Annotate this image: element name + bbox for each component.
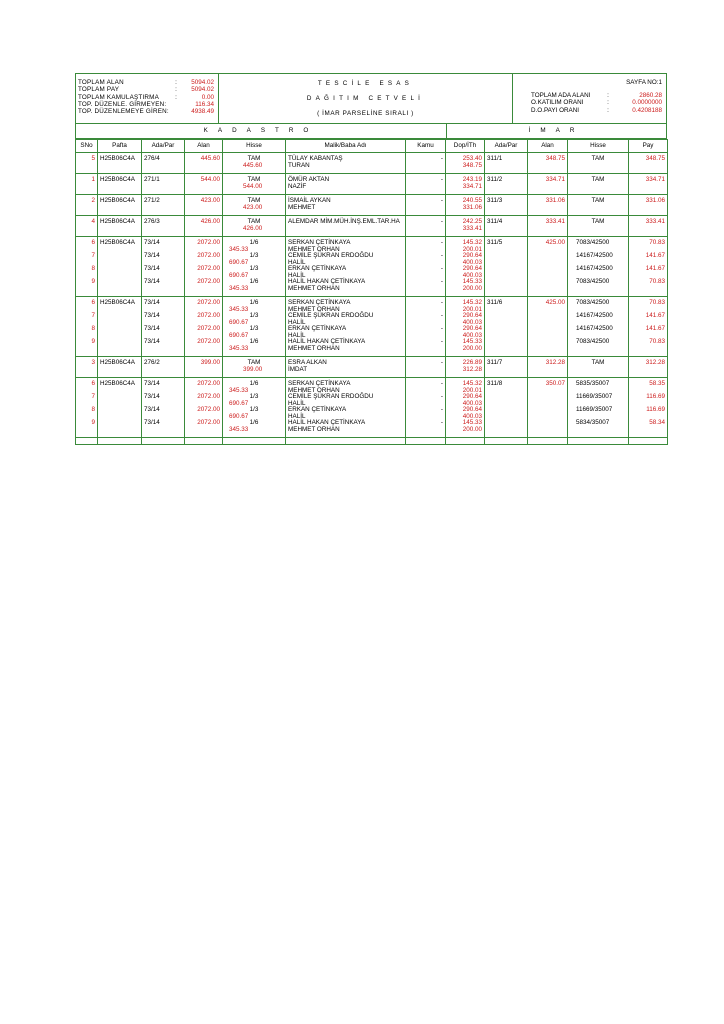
ratio-row: TOPLAM ADA ALANI : 2860.28 [531, 92, 662, 99]
summary-value: 5094.02 [191, 79, 214, 86]
imar-hisse-cell: 7083/42500 14167/42500 14167/42500 7083/42500 [568, 297, 629, 357]
column-header: Pafta [98, 140, 142, 153]
imar-adapar-cell: 311/8 [485, 378, 528, 438]
sno-cell: 2 [76, 195, 98, 216]
page-number: SAYFA NO:1 [626, 79, 662, 86]
imar-alan-cell: 350.07 [528, 378, 568, 438]
sno-cell: 4 [76, 216, 98, 237]
summary-value: 0.00 [201, 93, 214, 101]
pay-cell: 348.75 [629, 153, 668, 174]
alan-cell: 426.00 [185, 216, 223, 237]
owner-cell: ÖMÜR AKTAN NAZİF [286, 174, 406, 195]
column-header: Malik/Baba Adı [286, 140, 406, 153]
pay-cell: 333.41 [629, 216, 668, 237]
sno-cell: 6 7 8 9 [76, 237, 98, 297]
owner-cell: ESRA ALKAN İMDAT [286, 357, 406, 378]
dop-cell: 242.25 333.41 [446, 216, 485, 237]
pafta-cell: H25B06C4A [98, 153, 142, 174]
dop-cell: 145.32 200.01 290.64 400.03 290.64 400.03 145.33 200.00 [446, 237, 485, 297]
kamu-cell: - [406, 195, 446, 216]
document-title [219, 74, 512, 123]
dop-cell: 243.19 334.71 [446, 174, 485, 195]
summary-value: 4938.49 [191, 108, 214, 116]
pay-cell: 331.06 [629, 195, 668, 216]
imar-hisse-cell: 5835/35007 11669/35007 11669/35007 5834/35007 [568, 378, 629, 438]
summary-panel [76, 74, 219, 123]
hisse-cell: TAM 445.60 [223, 153, 286, 174]
pay-cell: 70.83 141.67 141.67 70.83 [629, 297, 668, 357]
imar-hisse-cell: TAM [568, 174, 629, 195]
column-header: Hisse [223, 140, 286, 153]
ratio-row: O.KATILIM ORANI : 0.0000000 [531, 99, 662, 107]
imar-hisse-cell: TAM [568, 216, 629, 237]
imar-alan-cell: 333.41 [528, 216, 568, 237]
table-body [76, 153, 668, 445]
hisse-cell: TAM 399.00 [223, 357, 286, 378]
summary-row: TOP. DÜZENLEMEYE GİREN: 4938.49 [78, 108, 214, 116]
kamu-cell: - [406, 357, 446, 378]
owner-cell: SERKAN ÇETİNKAYA MEHMET ORHAN CEMİLE ŞÜKRAN ERDOĞDU HALİL ERKAN ÇETİNKAYA HALİL HALİL HAKAN ÇETİNKAYA MEHMET ORHAN [286, 237, 406, 297]
imar-adapar-cell: 311/1 [485, 153, 528, 174]
hisse-cell: TAM 423.00 [223, 195, 286, 216]
summary-value: 116.34 [195, 100, 214, 108]
column-header: SNo [76, 140, 98, 153]
imar-adapar-cell: 311/4 [485, 216, 528, 237]
owner-cell: SERKAN ÇETİNKAYA MEHMET ORHAN CEMİLE ŞÜKRAN ERDOĞDU HALİL ERKAN ÇETİNKAYA HALİL HALİL HAKAN ÇETİNKAYA MEHMET ORHAN [286, 297, 406, 357]
column-header: Ada/Par [485, 140, 528, 153]
hisse-cell: TAM 426.00 [223, 216, 286, 237]
column-header: Ada/Par [142, 140, 185, 153]
column-header: Pay [629, 140, 668, 153]
adapar-cell: 271/1 [142, 174, 185, 195]
pafta-cell: H25B06C4A [98, 237, 142, 297]
parcel-block [76, 357, 668, 378]
alan-cell: 2072.00 2072.00 2072.00 2072.00 [185, 378, 223, 438]
adapar-cell: 73/14 73/14 73/14 73/14 [142, 237, 185, 297]
summary-row: TOPLAM ALAN : 5094.02 [78, 79, 214, 86]
adapar-cell: 73/14 73/14 73/14 73/14 [142, 297, 185, 357]
imar-adapar-cell: 311/3 [485, 195, 528, 216]
imar-hisse-cell: TAM [568, 357, 629, 378]
imar-alan-cell: 425.00 [528, 297, 568, 357]
pafta-cell: H25B06C4A [98, 216, 142, 237]
sno-cell: 3 [76, 357, 98, 378]
hisse-cell: TAM 544.00 [223, 174, 286, 195]
sno-cell: 1 [76, 174, 98, 195]
kamu-cell: - - - - [406, 378, 446, 438]
parcel-block [76, 378, 668, 438]
owner-cell: ALEMDAR MİM.MÜH.İNŞ.EML.TAR.HA [286, 216, 406, 237]
title-line-2: DAĞITIM CETVELİ [306, 95, 425, 102]
title-line-1: TESCİLE ESAS [317, 80, 414, 87]
summary-row: TOPLAM PAY : 5094.02 [78, 86, 214, 94]
summary-row: TOPLAM KAMULAŞTIRMA : 0.00 [78, 93, 214, 101]
dop-cell: 226.89 312.28 [446, 357, 485, 378]
parcel-block [76, 216, 668, 237]
column-header: Alan [185, 140, 223, 153]
imar-hisse-cell: 7083/42500 14167/42500 14167/42500 7083/42500 [568, 237, 629, 297]
hisse-cell: 1/6 345.33 1/3 690.67 1/3 690.67 1/6 345.33 [223, 378, 286, 438]
kamu-cell: - [406, 174, 446, 195]
alan-cell: 423.00 [185, 195, 223, 216]
imar-alan-cell: 312.28 [528, 357, 568, 378]
imar-adapar-cell: 311/2 [485, 174, 528, 195]
sno-cell: 6 7 8 9 [76, 378, 98, 438]
kamu-cell: - - - - [406, 237, 446, 297]
alan-cell: 2072.00 2072.00 2072.00 2072.00 [185, 237, 223, 297]
owner-cell: İSMAİL AYKAN MEHMET [286, 195, 406, 216]
column-header: Hisse [568, 140, 629, 153]
section-kadastro: KADASTRO [76, 124, 447, 138]
imar-adapar-cell: 311/7 [485, 357, 528, 378]
pay-cell: 334.71 [629, 174, 668, 195]
page-info-panel [512, 74, 666, 123]
hisse-cell: 1/6 345.33 1/3 690.67 1/3 690.67 1/6 345.33 [223, 237, 286, 297]
adapar-cell: 73/14 73/14 73/14 73/14 [142, 378, 185, 438]
alan-cell: 2072.00 2072.00 2072.00 2072.00 [185, 297, 223, 357]
alan-cell: 445.60 [185, 153, 223, 174]
parcel-block [76, 297, 668, 357]
pafta-cell: H25B06C4A [98, 174, 142, 195]
imar-alan-cell: 331.06 [528, 195, 568, 216]
hisse-cell: 1/6 345.33 1/3 690.67 1/3 690.67 1/6 345.33 [223, 297, 286, 357]
title-line-3: ( İMAR PARSELİNE SIRALI ) [317, 110, 414, 117]
alan-cell: 544.00 [185, 174, 223, 195]
section-imar: İMAR [528, 127, 585, 134]
kamu-cell: - [406, 153, 446, 174]
kamu-cell: - - - - [406, 297, 446, 357]
alan-cell: 399.00 [185, 357, 223, 378]
parcel-block [76, 174, 668, 195]
imar-adapar-cell: 311/5 [485, 237, 528, 297]
dop-cell: 253.40 348.75 [446, 153, 485, 174]
pay-cell: 312.28 [629, 357, 668, 378]
adapar-cell: 276/2 [142, 357, 185, 378]
section-header-row [75, 124, 667, 139]
pay-cell: 58.35 116.69 116.69 58.34 [629, 378, 668, 438]
summary-row: TOP. DÜZENLE. GİRMEYEN: 116.34 [78, 100, 214, 108]
sno-cell: 6 7 8 9 [76, 297, 98, 357]
pay-cell: 70.83 141.67 141.67 70.83 [629, 237, 668, 297]
sno-cell: 5 [76, 153, 98, 174]
dop-cell: 145.32 200.01 290.64 400.03 290.64 400.03 145.33 200.00 [446, 378, 485, 438]
imar-hisse-cell: TAM [568, 195, 629, 216]
dop-cell: 240.55 331.06 [446, 195, 485, 216]
column-header: Dop/İTh [446, 140, 485, 153]
imar-alan-cell: 334.71 [528, 174, 568, 195]
column-header: Alan [528, 140, 568, 153]
dop-cell: 145.32 200.01 290.64 400.03 290.64 400.03 145.33 200.00 [446, 297, 485, 357]
adapar-cell: 276/3 [142, 216, 185, 237]
summary-value: 5094.02 [191, 86, 214, 94]
table-end-row [76, 438, 668, 445]
parcel-block [76, 153, 668, 174]
distribution-document [75, 73, 667, 445]
imar-alan-cell: 348.75 [528, 153, 568, 174]
imar-adapar-cell: 311/6 [485, 297, 528, 357]
parcel-block [76, 195, 668, 216]
pafta-cell: H25B06C4A [98, 297, 142, 357]
column-header-row [76, 140, 668, 153]
adapar-cell: 271/2 [142, 195, 185, 216]
adapar-cell: 276/4 [142, 153, 185, 174]
pafta-cell: H25B06C4A [98, 357, 142, 378]
document-header [75, 73, 667, 124]
imar-alan-cell: 425.00 [528, 237, 568, 297]
distribution-table [75, 139, 668, 445]
owner-cell: SERKAN ÇETİNKAYA MEHMET ORHAN CEMİLE ŞÜKRAN ERDOĞDU HALİL ERKAN ÇETİNKAYA HALİL HALİL HAKAN ÇETİNKAYA MEHMET ORHAN [286, 378, 406, 438]
kamu-cell: - [406, 216, 446, 237]
ratio-row: D.O.PAYI ORANI : 0.4208188 [531, 106, 662, 114]
imar-hisse-cell: TAM [568, 153, 629, 174]
pafta-cell: H25B06C4A [98, 195, 142, 216]
column-header: Kamu [406, 140, 446, 153]
pafta-cell: H25B06C4A [98, 378, 142, 438]
owner-cell: TÜLAY KABANTAŞ TURAN [286, 153, 406, 174]
parcel-block [76, 237, 668, 297]
